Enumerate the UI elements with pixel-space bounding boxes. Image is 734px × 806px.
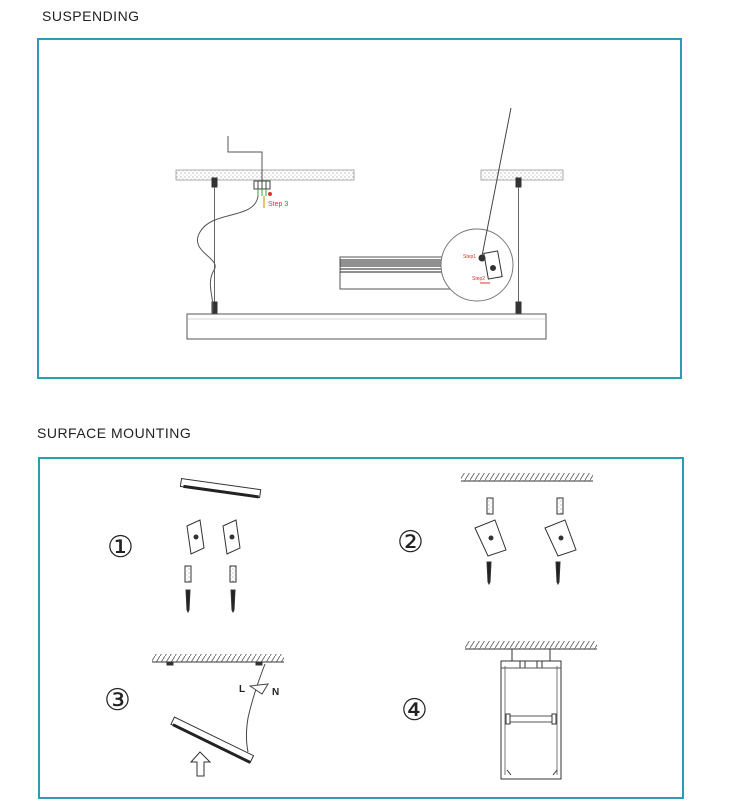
- profile-bar-1: [180, 479, 260, 499]
- step-number-1: ①: [107, 530, 134, 565]
- surface-mounting-heading: SURFACE MOUNTING: [37, 425, 192, 441]
- mounting-clip-1a: [187, 520, 204, 554]
- suspending-heading: SUSPENDING: [42, 8, 140, 24]
- wall-plug-1a: [185, 566, 191, 582]
- step-number-3: ③: [104, 683, 131, 718]
- detail-wire: [482, 108, 511, 256]
- step2-label: Step2: [472, 276, 486, 282]
- screw-2a: [487, 562, 491, 584]
- ceiling-line-3: [152, 654, 284, 662]
- ceiling-anchor-left: [212, 178, 217, 187]
- suspending-illustration: [176, 108, 563, 339]
- ceiling-anchor-right: [516, 178, 521, 187]
- wire-gripper-right: [516, 302, 521, 314]
- wall-plug-1b: [230, 566, 236, 582]
- wall-plug-2a: [487, 498, 493, 514]
- step3-label: Step 3: [268, 201, 289, 208]
- ceiling-line-2: [461, 473, 593, 481]
- magnifier-circle: [441, 229, 513, 301]
- mounting-clip-2b: [545, 520, 576, 556]
- screw-1b: [231, 590, 235, 612]
- ceiling-line-4: [465, 641, 597, 649]
- step-number-4: ④: [401, 693, 428, 728]
- step1-label: Step1: [463, 254, 477, 260]
- screw-2b: [556, 562, 560, 584]
- ceiling-slab-right: [481, 170, 563, 180]
- ceiling-slab-left: [176, 170, 354, 180]
- push-up-arrow: [191, 752, 210, 776]
- step-number-2: ②: [397, 525, 424, 560]
- neutral-label: N: [272, 687, 280, 698]
- live-label: L: [239, 684, 246, 695]
- wall-plug-2b: [557, 498, 563, 514]
- profile-bar-3: [170, 717, 253, 764]
- surface-mounting-illustration: [104, 473, 597, 779]
- profile-cross-section: [501, 649, 561, 779]
- mounting-clip-2a: [475, 520, 506, 556]
- mounting-clip-1b: [223, 520, 240, 554]
- luminaire-body: [187, 314, 546, 339]
- supply-cable-3: [247, 664, 266, 752]
- screw-1a: [186, 590, 190, 612]
- power-cord: [197, 196, 258, 314]
